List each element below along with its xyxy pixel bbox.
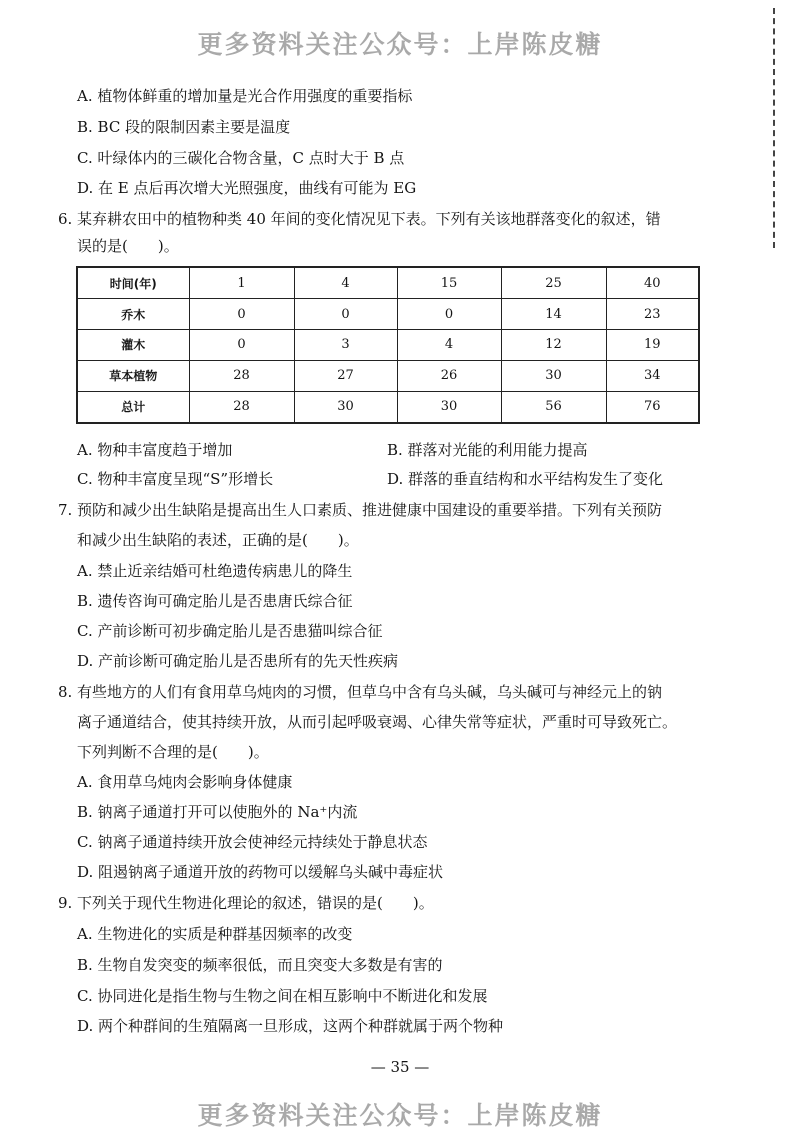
q8-option-a: A. 食用草乌炖肉会影响身体健康 [77, 773, 293, 791]
watermark-top: 更多资料关注公众号：上岸陈皮糖 [197, 30, 603, 59]
table-cell: 56 [501, 391, 606, 423]
table-cell: 28 [189, 360, 294, 391]
table-header-cell: 40 [606, 267, 699, 299]
q8-option-d: D. 阻遏钠离子通道开放的药物可以缓解乌头碱中毒症状 [77, 863, 444, 881]
q6-option-a: A. 物种丰富度趋于增加 [77, 441, 233, 459]
q8-number: 8. [58, 683, 73, 701]
q9-number: 9. [58, 894, 73, 912]
table-row-label: 总计 [77, 391, 189, 423]
q8-option-b: B. 钠离子通道打开可以使胞外的 Na⁺内流 [77, 803, 358, 821]
q6-option-b: B. 群落对光能的利用能力提高 [387, 441, 588, 459]
q8-stem-line1: 有些地方的人们有食用草乌炖肉的习惯，但草乌中含有乌头碱，乌头碱可与神经元上的钠 [77, 683, 663, 701]
q5-option-d: D. 在 E 点后再次增大光照强度，曲线有可能为 EG [77, 179, 417, 197]
table-header-row [77, 267, 699, 299]
table-cell: 14 [501, 299, 606, 330]
q6-stem-line1: 某弃耕农田中的植物种类 40 年间的变化情况见下表。下列有关该地群落变化的叙述，错 [77, 210, 661, 228]
q7-option-d: D. 产前诊断可确定胎儿是否患所有的先天性疾病 [77, 652, 399, 670]
table-header-cell: 时间(年) [77, 267, 189, 299]
q5-option-b: B. BC 段的限制因素主要是温度 [77, 118, 291, 136]
q7-stem-line1: 预防和减少出生缺陷是提高出生人口素质、推进健康中国建设的重要举措。下列有关预防 [77, 501, 663, 519]
q6-option-c: C. 物种丰富度呈现“S”形增长 [77, 470, 274, 488]
table-cell: 34 [606, 360, 699, 391]
q7-option-c: C. 产前诊断可初步确定胎儿是否患猫叫综合征 [77, 622, 383, 640]
table-cell: 0 [294, 299, 397, 330]
page-edge-line [773, 8, 775, 248]
table-cell: 26 [397, 360, 501, 391]
table-row [77, 391, 699, 423]
table-cell: 19 [606, 330, 699, 361]
table-cell: 23 [606, 299, 699, 330]
table-row [77, 360, 699, 391]
q6-data-table [76, 266, 700, 424]
table-cell: 3 [294, 330, 397, 361]
watermark-bottom: 更多资料关注公众号：上岸陈皮糖 [197, 1101, 603, 1130]
q6-stem-line2: 误的是( )。 [77, 237, 179, 255]
q8-option-c: C. 钠离子通道持续开放会使神经元持续处于静息状态 [77, 833, 428, 851]
table-row-label: 草本植物 [77, 360, 189, 391]
q8-stem-line2: 离子通道结合，使其持续开放，从而引起呼吸衰竭、心律失常等症状，严重时可导致死亡。 [77, 713, 678, 731]
table-cell: 0 [397, 299, 501, 330]
q9-option-d: D. 两个种群间的生殖隔离一旦形成，这两个种群就属于两个物种 [77, 1017, 504, 1035]
q7-option-b: B. 遗传咨询可确定胎儿是否患唐氏综合征 [77, 592, 353, 610]
table-header-cell: 1 [189, 267, 294, 299]
q6-option-d: D. 群落的垂直结构和水平结构发生了变化 [387, 470, 664, 488]
q9-option-c: C. 协同进化是指生物与生物之间在相互影响中不断进化和发展 [77, 987, 488, 1005]
table-row [77, 330, 699, 361]
q7-option-a: A. 禁止近亲结婚可杜绝遗传病患儿的降生 [77, 562, 353, 580]
table-row-label: 灌木 [77, 330, 189, 361]
table-header-cell: 4 [294, 267, 397, 299]
table-cell: 30 [294, 391, 397, 423]
table-cell: 28 [189, 391, 294, 423]
table-cell: 12 [501, 330, 606, 361]
table-cell: 76 [606, 391, 699, 423]
table-cell: 4 [397, 330, 501, 361]
table-header-cell: 15 [397, 267, 501, 299]
q5-option-c: C. 叶绿体内的三碳化合物含量，C 点时大于 B 点 [77, 149, 405, 167]
table-cell: 30 [501, 360, 606, 391]
table-cell: 30 [397, 391, 501, 423]
q6-number: 6. [58, 210, 73, 228]
q7-stem-line2: 和减少出生缺陷的表述，正确的是( )。 [77, 531, 359, 549]
table-cell: 0 [189, 299, 294, 330]
q7-number: 7. [58, 501, 73, 519]
page-number: — 35 — [370, 1058, 430, 1076]
table-row [77, 299, 699, 330]
q5-option-a: A. 植物体鲜重的增加量是光合作用强度的重要指标 [77, 87, 413, 105]
table-cell: 0 [189, 330, 294, 361]
table-cell: 27 [294, 360, 397, 391]
q9-stem-line1: 下列关于现代生物进化理论的叙述，错误的是( )。 [77, 894, 434, 912]
q9-option-a: A. 生物进化的实质是种群基因频率的改变 [77, 925, 353, 943]
table-row-label: 乔木 [77, 299, 189, 330]
table-header-cell: 25 [501, 267, 606, 299]
q9-option-b: B. 生物自发突变的频率很低，而且突变大多数是有害的 [77, 956, 443, 974]
q8-stem-line3: 下列判断不合理的是( )。 [77, 743, 269, 761]
